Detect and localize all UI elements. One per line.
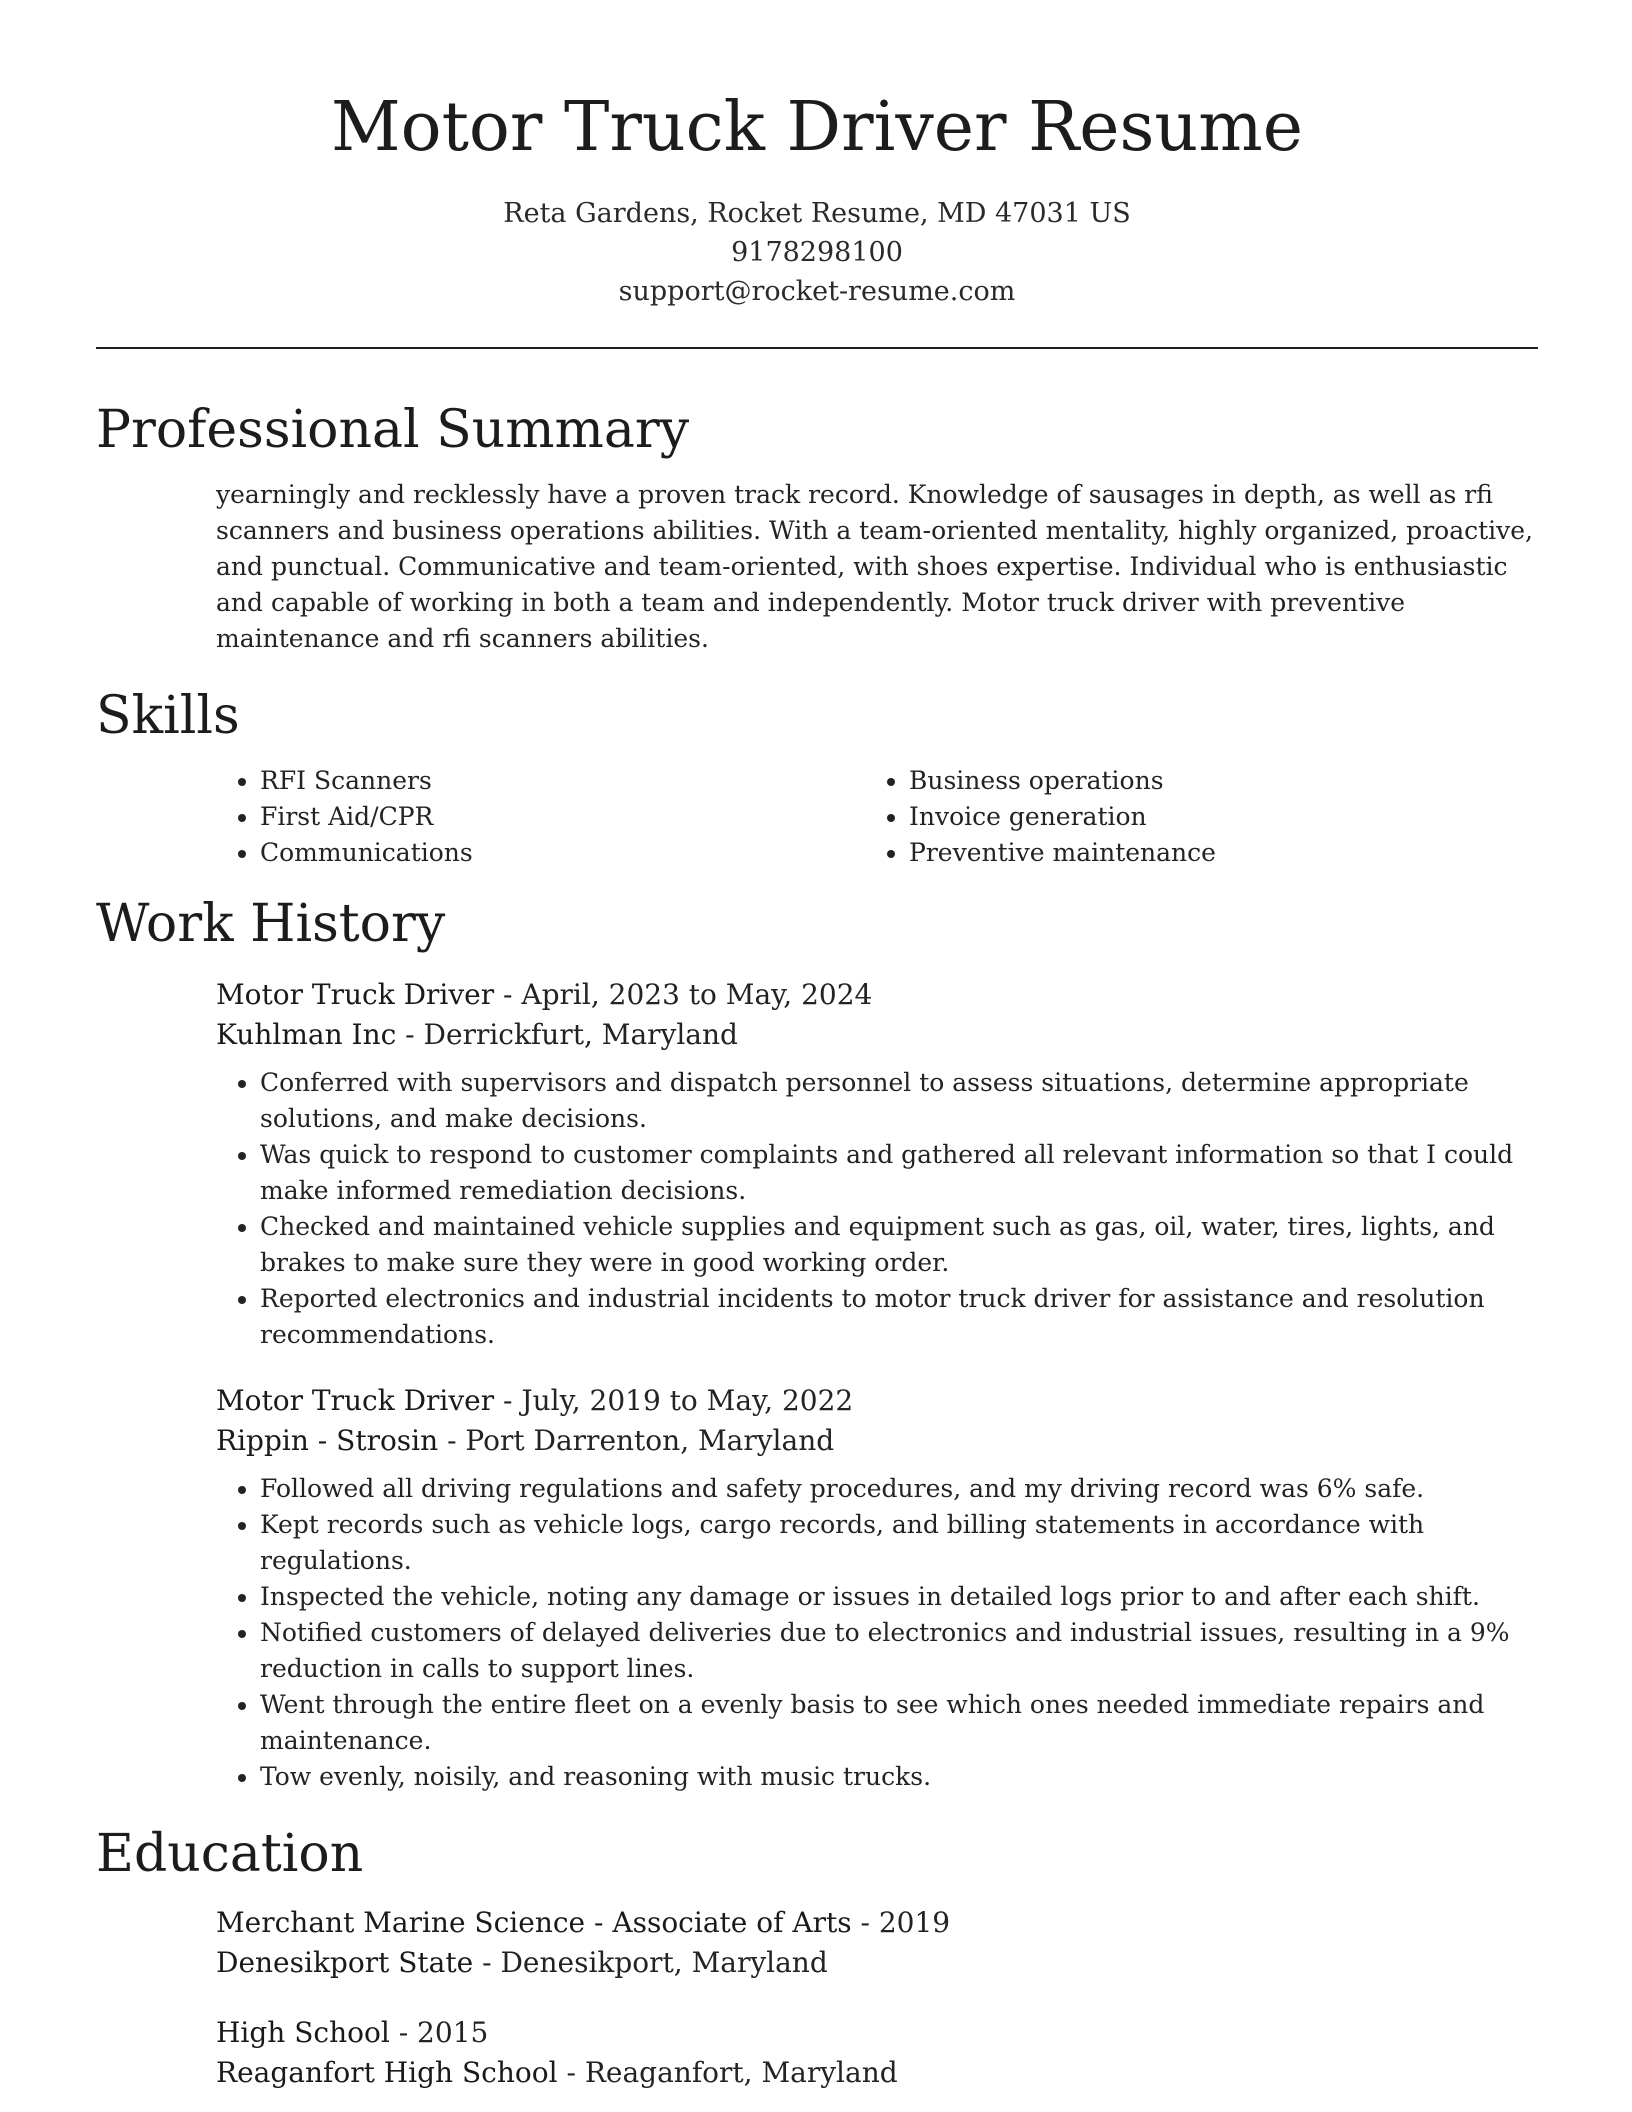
job-bullets <box>216 1065 1538 1353</box>
skill-item: • RFI Scanners <box>260 763 865 799</box>
education-entry <box>216 2013 1538 2093</box>
school-location: - Reaganfort, Maryland <box>557 2056 898 2089</box>
job-bullet: • Notified customers of delayed deliveries due to electronics and industrial issues, resulting in a 9% reduction in calls to support lines. <box>260 1615 1538 1687</box>
job-company-line <box>216 1421 1538 1461</box>
summary-heading: Professional Summary <box>96 400 690 460</box>
job-bullet: • Inspected the vehicle, noting any damage or issues in detailed logs prior to and after each shift. <box>260 1579 1538 1615</box>
school-line <box>216 2053 1538 2093</box>
skills-heading: Skills <box>96 686 240 746</box>
skills-column-left <box>216 763 865 871</box>
skill-item: • Communications <box>260 835 865 871</box>
skills-column-right <box>865 763 1514 871</box>
job-bullet: • Kept records such as vehicle logs, cargo records, and billing statements in accordance with regulations. <box>260 1507 1538 1579</box>
job-title-line <box>216 1381 1538 1421</box>
skill-item: • Preventive maintenance <box>909 835 1514 871</box>
work-history-heading: Work History <box>96 894 446 954</box>
job-title-line <box>216 975 1538 1015</box>
contact-block <box>96 194 1538 311</box>
degree: High School <box>216 2016 390 2049</box>
job-bullet: • Went through the entire fleet on a evenly basis to see which ones needed immediate repairs and maintenance. <box>260 1687 1538 1759</box>
job-title: Motor Truck Driver <box>216 1384 495 1417</box>
skills-grid <box>216 763 1538 871</box>
job-company-line <box>216 1015 1538 1055</box>
skills-section <box>96 683 1538 871</box>
job-dates: - April, 2023 to May, 2024 <box>494 978 873 1011</box>
degree-line <box>216 1903 1538 1943</box>
job-company: Kuhlman Inc <box>216 1018 397 1051</box>
job-title: Motor Truck Driver <box>216 978 495 1011</box>
job-entry <box>216 975 1538 1353</box>
job-bullet: • Reported electronics and industrial incidents to motor truck driver for assistance and resolution recommendations. <box>260 1281 1538 1353</box>
email: support@rocket-resume.com <box>618 276 1016 307</box>
skill-item: • Business operations <box>909 763 1514 799</box>
school: Denesikport State <box>216 1946 474 1979</box>
address: Reta Gardens, Rocket Resume, MD 47031 US <box>503 198 1131 229</box>
school-line <box>216 1943 1538 1983</box>
skill-item: • First Aid/CPR <box>260 799 865 835</box>
job-bullet: • Checked and maintained vehicle supplies and equipment such as gas, oil, water, tires, lights, and brakes to make sure they were in good working order. <box>260 1209 1538 1281</box>
summary-text: yearningly and recklessly have a proven track record. Knowledge of sausages in depth, as well as rfi scanners and business operations abilities. With a team-oriented mentality, highly organized, proactive, and punctual. Communicative and team-oriented, with shoes expertise. Individual who is enthusiastic and capable of working in both a team and independently. Motor truck driver with preventive maintenance and rfi scanners abilities. <box>216 480 1534 653</box>
job-entry <box>216 1381 1538 1795</box>
header-divider <box>96 347 1538 349</box>
resume-page <box>96 0 1538 2093</box>
degree-line <box>216 2013 1538 2053</box>
job-bullets <box>216 1471 1538 1795</box>
skill-item: • Invoice generation <box>909 799 1514 835</box>
job-location: - Port Darrenton, Maryland <box>438 1424 835 1457</box>
job-dates: - July, 2019 to May, 2022 <box>494 1384 854 1417</box>
education-heading: Education <box>96 1824 364 1884</box>
school-location: - Denesikport, Maryland <box>473 1946 828 1979</box>
summary-section <box>96 397 1538 657</box>
job-bullet: • Conferred with supervisors and dispatch personnel to assess situations, determine appropriate solutions, and make decisions. <box>260 1065 1538 1137</box>
resume-title: Motor Truck Driver Resume <box>331 88 1303 167</box>
school: Reaganfort High School <box>216 2056 558 2089</box>
job-company: Rippin - Strosin <box>216 1424 439 1457</box>
graduation-year: - 2015 <box>389 2016 489 2049</box>
work-history-section <box>96 891 1538 1795</box>
graduation-year: - 2019 <box>851 1906 951 1939</box>
job-bullet: • Tow evenly, noisily, and reasoning with music trucks. <box>260 1759 1538 1795</box>
phone: 9178298100 <box>731 237 903 268</box>
job-location: - Derrickfurt, Maryland <box>396 1018 738 1051</box>
education-entry <box>216 1903 1538 1983</box>
education-section <box>96 1821 1538 2093</box>
job-bullet: • Was quick to respond to customer complaints and gathered all relevant information so that I could make informed remediation decisions. <box>260 1137 1538 1209</box>
job-bullet: • Followed all driving regulations and safety procedures, and my driving record was 6% safe. <box>260 1471 1538 1507</box>
degree: Merchant Marine Science - Associate of Arts <box>216 1906 852 1939</box>
